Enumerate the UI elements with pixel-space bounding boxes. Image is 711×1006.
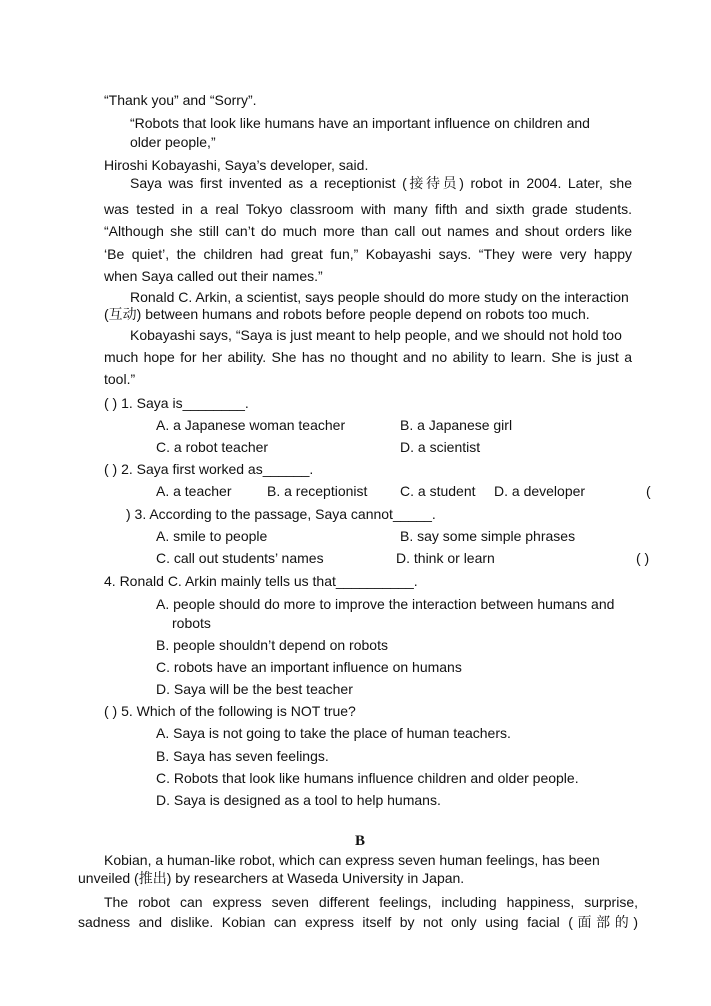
question-2-option-b: B. a receptionist (267, 483, 368, 499)
question-3-option-a: A. smile to people (156, 528, 268, 544)
question-2-option-a: A. a teacher (156, 483, 232, 499)
question-4-option-b: B. people shouldn’t depend on robots (156, 637, 388, 653)
question-5-option-a: A. Saya is not going to take the place of human teachers. (156, 725, 511, 741)
question-3-stem: ) 3. According to the passage, Saya cannot_____. (126, 506, 436, 522)
passage-line: ‘Be quiet’, the children had great fun,” Kobayashi says. “They were very happy (104, 246, 632, 262)
passage-b-line: Kobian, a human-like robot, which can express seven human feelings, has been (104, 852, 600, 868)
question-4-option-d: D. Saya will be the best teacher (156, 681, 353, 697)
question-1-option-b: B. a Japanese girl (400, 417, 513, 433)
section-heading: B (355, 833, 366, 849)
passage-line: “Although she still can’t do much more than call out names and shout orders like (104, 223, 632, 239)
question-2-option-d: D. a developer (494, 483, 586, 499)
question-2-option-c: C. a student (400, 483, 476, 499)
passage-line: much hope for her ability. She has no thought and no ability to learn. She is just a (104, 349, 632, 365)
passage-line: “Thank you” and “Sorry”. (104, 92, 257, 108)
question-5-option-c: C. Robots that look like humans influence children and older people. (156, 770, 579, 786)
question-3-bracket-open: ( (646, 483, 651, 499)
question-3-option-c: C. call out students’ names (156, 550, 324, 566)
passage-b-line: The robot can express seven different feelings, including happiness, surprise, (104, 894, 638, 910)
question-1-stem: ( ) 1. Saya is________. (104, 395, 249, 411)
question-4-option-c: C. robots have an important influence on humans (156, 659, 462, 675)
passage-line: Kobayashi says, “Saya is just meant to help people, and we should not hold too (130, 327, 622, 343)
question-1-option-a: A. a Japanese woman teacher (156, 417, 346, 433)
passage-line: “Robots that look like humans have an important influence on children and (130, 115, 590, 131)
passage-line: was tested in a real Tokyo classroom with many fifth and sixth grade students. (104, 201, 632, 217)
passage-line: Ronald C. Arkin, a scientist, says people should do more study on the interaction (130, 289, 629, 305)
passage-line: older people,” (130, 134, 216, 150)
passage-line: Hiroshi Kobayashi, Saya’s developer, said. (104, 157, 369, 173)
passage-b-line: unveiled (推出) by researchers at Waseda University in Japan. (78, 870, 465, 886)
question-4-option-a-cont: robots (172, 615, 211, 631)
question-5-option-b: B. Saya has seven feelings. (156, 748, 329, 764)
question-1-option-c: C. a robot teacher (156, 439, 269, 455)
passage-line: Saya was first invented as a receptionist (接待员) robot in 2004. Later, she (130, 175, 632, 191)
question-3-option-b: B. say some simple phrases (400, 528, 576, 544)
question-3-option-d: D. think or learn (396, 550, 495, 566)
question-5-stem: ( ) 5. Which of the following is NOT true? (104, 703, 356, 719)
question-2-stem: ( ) 2. Saya first worked as______. (104, 461, 314, 477)
passage-line: when Saya called out their names.” (104, 268, 323, 284)
question-4-stem: 4. Ronald C. Arkin mainly tells us that__________. (104, 573, 418, 589)
question-1-option-d: D. a scientist (400, 439, 481, 455)
passage-line: tool.” (104, 371, 136, 387)
passage-b-line: sadness and dislike. Kobian can express itself by not only using facial (面部的) (78, 914, 638, 930)
passage-line: (互动) between humans and robots before people depend on robots too much. (104, 306, 590, 322)
question-5-option-d: D. Saya is designed as a tool to help humans. (156, 792, 441, 808)
question-4-bracket: ( ) (636, 550, 650, 566)
question-4-option-a: A. people should do more to improve the interaction between humans and (156, 596, 615, 612)
